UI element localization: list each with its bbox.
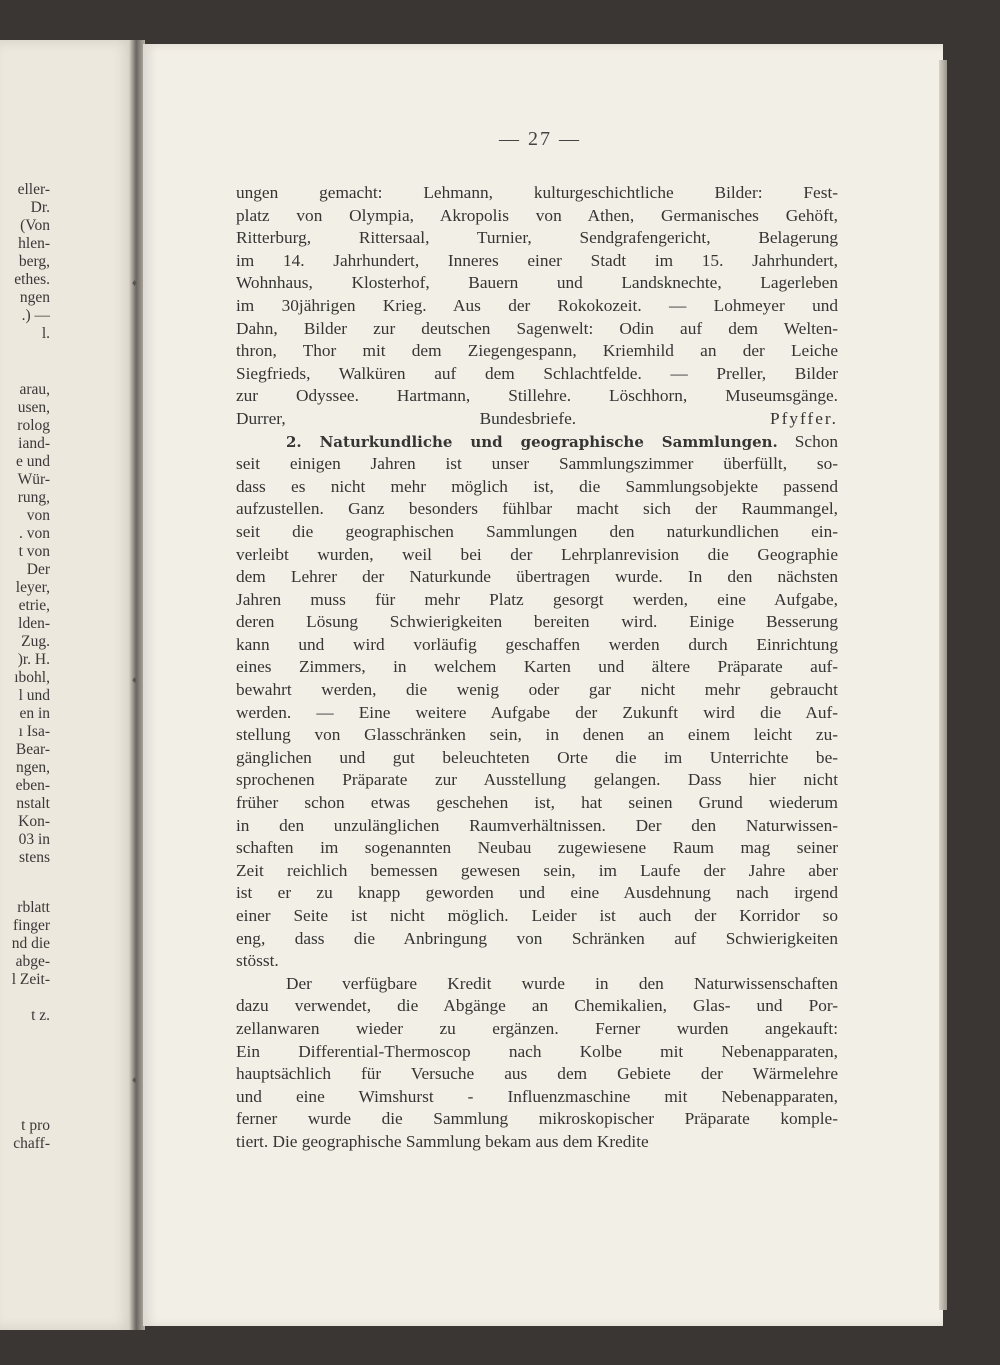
text-line: eines Zimmers, in welchem Karten und ältere Präparate auf- bbox=[236, 657, 838, 677]
text-line: rolog bbox=[17, 417, 50, 434]
text-line: Ein Differential-Thermoscop nach Kolbe mit Nebenapparaten, bbox=[236, 1041, 838, 1061]
text-line: tiert. Die geographische Sammlung bekam aus dem Kredite bbox=[236, 1131, 649, 1151]
text-line: 03 in bbox=[18, 831, 50, 848]
text-line: platz von Olympia, Akropolis von Athen, Germanisches Gehöft, bbox=[236, 205, 838, 225]
text-line: Zeit reichlich bemessen gewesen sein, im Laufe der Jahre aber bbox=[236, 860, 838, 880]
text-line: usen, bbox=[17, 399, 50, 416]
binding-mark: ♦ bbox=[132, 278, 138, 289]
text-line: zur Odyssee. Hartmann, Stillehre. Löschhorn, Museumsgänge. bbox=[236, 386, 838, 406]
text-line: nd die bbox=[11, 935, 50, 952]
text-line: Dahn, Bilder zur deutschen Sagenwelt: Odin auf dem Welten- bbox=[236, 318, 838, 338]
text-line bbox=[0, 989, 50, 1007]
text-line: l. bbox=[41, 325, 50, 342]
text-line: arau, bbox=[19, 381, 50, 398]
text-line: (Von bbox=[20, 217, 50, 234]
paragraph-credit bbox=[236, 973, 838, 1154]
text-line: ıbohl, bbox=[14, 669, 50, 686]
signature-author: Pfyffer. bbox=[769, 408, 838, 428]
text-line: rblatt bbox=[17, 899, 50, 916]
text-line: stens bbox=[19, 849, 50, 866]
text-line: werden. — Eine weitere Aufgabe der Zukunft wird die Auf- bbox=[236, 702, 838, 722]
left-page-text-mid bbox=[0, 381, 50, 867]
text-line: Der bbox=[26, 561, 50, 578]
text-line: Jahren muss für mehr Platz gesorgt werden, eine Aufgabe, bbox=[236, 589, 838, 609]
text-line: Wohnhaus, Klosterhof, Bauern und Landsknechte, Lagerleben bbox=[236, 273, 838, 293]
text-line: dass es nicht mehr möglich ist, die Sammlungsobjekte passend bbox=[236, 476, 838, 496]
text-line: und eine Wimshurst - Influenzmaschine mit Nebenapparaten, bbox=[236, 1086, 838, 1106]
text-line: gänglichen und gut beleuchteten Orte die im Unterrichte be- bbox=[236, 747, 838, 767]
text-line: .) — bbox=[21, 307, 50, 324]
text-line: zellanwaren wieder zu ergänzen. Ferner wurden angekauft: bbox=[236, 1018, 838, 1038]
text-line: aufzustellen. Ganz besonders fühlbar macht sich der Raummangel, bbox=[236, 499, 838, 519]
text-line: chaff- bbox=[13, 1135, 50, 1152]
text-line: ist er zu knapp geworden und eine Ausdehnung nach irgend bbox=[236, 883, 838, 903]
text-line: berg, bbox=[18, 253, 50, 270]
text-line: kann und wird vorläufig geschaffen werden durch Einrichtung bbox=[236, 634, 838, 654]
text-line: en in bbox=[19, 705, 50, 722]
text-line: verleibt wurden, weil bei der Lehrplanrevision die Geographie bbox=[236, 544, 838, 564]
text-line: l und bbox=[18, 687, 50, 704]
text-line: seit die geographischen Sammlungen den naturkundlichen ein- bbox=[236, 521, 838, 541]
text-line: ungen gemacht: Lehmann, kulturgeschichtliche Bilder: Fest- bbox=[236, 183, 838, 202]
text-line: Bear- bbox=[15, 741, 50, 758]
text-line: etrie, bbox=[18, 597, 50, 614]
text-line: Zug. bbox=[21, 633, 50, 650]
text-line: ethes. bbox=[14, 271, 50, 288]
left-page-text-bottom bbox=[0, 899, 50, 1025]
text-line: einer Seite ist nicht möglich. Leider ist auch der Korridor so bbox=[236, 906, 838, 925]
binding-mark: ♦ bbox=[132, 675, 138, 686]
text-line: iand- bbox=[18, 435, 50, 452]
text-line: dem Lehrer der Naturkunde übertragen wurde. In den nächsten bbox=[236, 567, 838, 587]
text-line: hauptsächlich für Versuche aus dem Gebiete der Wärmelehre bbox=[236, 1064, 838, 1084]
text-line: finger bbox=[12, 917, 50, 934]
text-line: t z. bbox=[31, 1007, 50, 1024]
section-heading-rest: Schon bbox=[794, 431, 838, 451]
text-line: in den unzulänglichen Raumverhältnissen. Der den Naturwissen- bbox=[236, 815, 838, 835]
paragraph-teaching-materials bbox=[236, 182, 838, 408]
text-line: t pro bbox=[21, 1117, 50, 1134]
text-line: nstalt bbox=[16, 795, 50, 812]
text-line: Kon- bbox=[18, 813, 50, 830]
text-line: im 14. Jahrhundert, Inneres einer Stadt im 15. Jahrhundert, bbox=[236, 250, 838, 270]
text-line: rung, bbox=[17, 489, 50, 506]
text-line: lden- bbox=[18, 615, 50, 632]
signature-line bbox=[236, 408, 838, 431]
text-line: früher schon etwas geschehen ist, hat seinen Grund wiederum bbox=[236, 793, 838, 813]
text-line: . von bbox=[19, 525, 50, 542]
text-line: thron, Thor mit dem Ziegengespann, Kriemhild an der Leiche bbox=[236, 341, 838, 361]
binding-mark: ♦ bbox=[132, 1075, 138, 1086]
text-line: dazu verwendet, die Abgänge an Chemikalien, Glas- und Por- bbox=[236, 996, 838, 1016]
text-line: Dr. bbox=[30, 199, 50, 216]
text-line: Wür- bbox=[17, 471, 50, 488]
text-line: schaften im sogenannten Neubau zugewiesene Raum mag seiner bbox=[236, 838, 838, 858]
page-number: — 27 — bbox=[499, 128, 581, 150]
text-line: t von bbox=[18, 543, 50, 560]
text-line: leyer, bbox=[15, 579, 50, 596]
text-line: Ritterburg, Rittersaal, Turnier, Sendgrafengericht, Belagerung bbox=[236, 228, 838, 248]
section-heading-line bbox=[236, 431, 838, 454]
text-line: seit einigen Jahren ist unser Sammlungszimmer überfüllt, so- bbox=[236, 454, 838, 474]
text-line: e und bbox=[15, 453, 50, 470]
paragraph-natural-science-collections bbox=[236, 453, 838, 973]
text-line: eng, dass die Anbringung von Schränken auf Schwierigkeiten bbox=[236, 928, 838, 948]
section-heading: 2. Naturkundliche und geographische Sammlungen. bbox=[286, 432, 778, 451]
text-line: bewahrt werden, die wenig oder gar nicht mehr gebraucht bbox=[236, 680, 838, 700]
text-line: hlen- bbox=[18, 235, 50, 252]
text-line: ngen bbox=[19, 289, 50, 306]
text-line: ngen, bbox=[15, 759, 50, 776]
text-line: abge- bbox=[15, 953, 50, 970]
text-line: von bbox=[26, 507, 50, 524]
text-line: l Zeit- bbox=[11, 971, 50, 988]
text-line: Der verfügbare Kredit wurde in den Naturwissenschaften bbox=[286, 973, 838, 993]
text-line: stellung von Glasschränken sein, in denen an einem leicht zu- bbox=[236, 725, 838, 745]
text-line: sprochenen Präparate zur Ausstellung gelangen. Dass hier nicht bbox=[236, 770, 838, 790]
text-line: stösst. bbox=[236, 951, 279, 971]
text-line: deren Lösung Schwierigkeiten bereiten wird. Einige Besserung bbox=[236, 612, 838, 632]
text-line: eben- bbox=[15, 777, 50, 794]
page-edge bbox=[939, 60, 947, 1310]
left-page-text-end bbox=[0, 1117, 50, 1153]
text-line: ferner wurde die Sammlung mikroskopischer Präparate komple- bbox=[236, 1109, 838, 1129]
left-page-text-top bbox=[0, 181, 50, 343]
signature-text: Durrer, Bundesbriefe. bbox=[236, 408, 577, 428]
page-body bbox=[236, 182, 838, 1154]
text-line: eller- bbox=[17, 181, 50, 198]
text-line: ı Isa- bbox=[18, 723, 50, 740]
text-line: im 30jährigen Krieg. Aus der Rokokozeit. — Lohmeyer und bbox=[236, 295, 838, 315]
text-line: )r. H. bbox=[17, 651, 50, 668]
text-line: Siegfrieds, Walküren auf dem Schlachtfelde. — Preller, Bilder bbox=[236, 363, 838, 383]
